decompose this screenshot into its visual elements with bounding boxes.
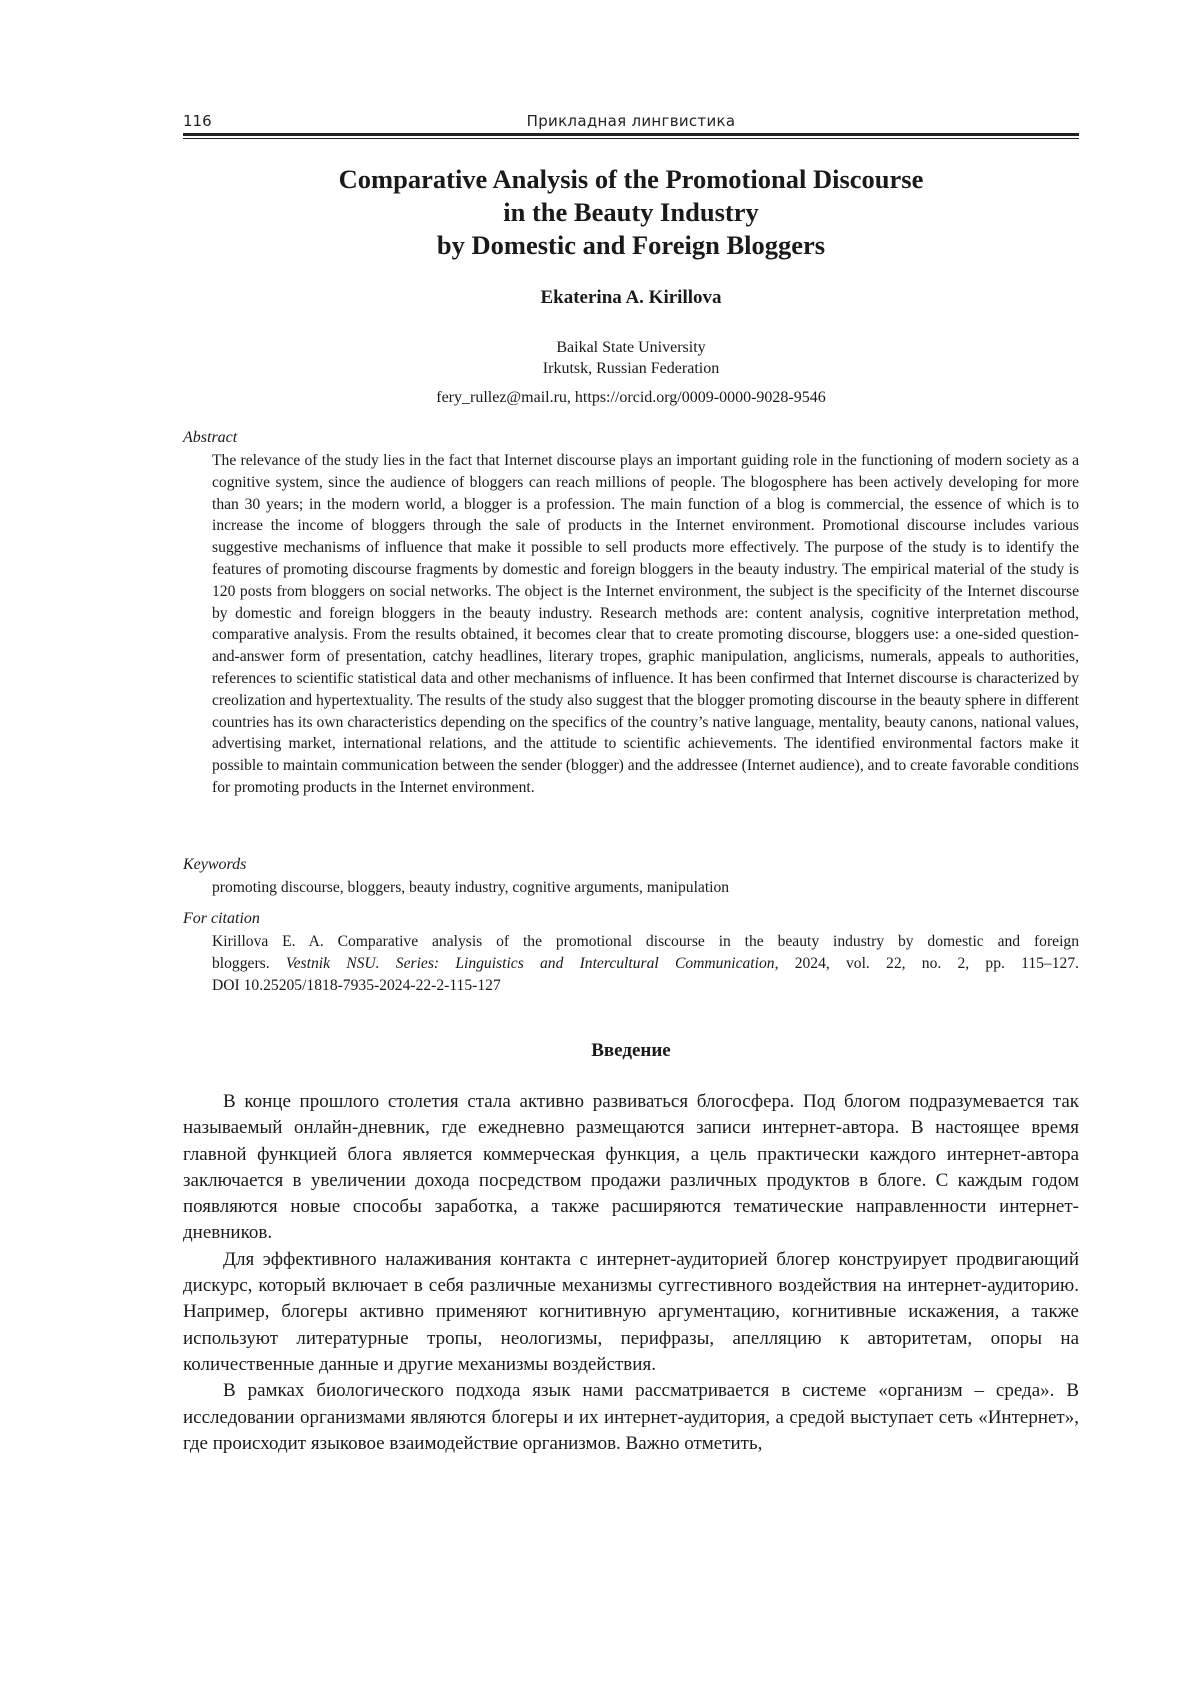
header-rule-thick (183, 133, 1079, 136)
abstract-label: Abstract (183, 429, 237, 447)
citation-text (212, 931, 1079, 996)
citation-doi: DOI 10.25205/1818-7935-2024-22-2-115-127 (212, 975, 1079, 997)
body-paragraph: В рамках биологического подхода язык нами рассматривается в системе «организм – сре­да». В исследовании организмами являются блогеры и их интернет-аудитория, а средой высту­пает сеть «Интернет», где происходит языковое взаимодействие организмов. Важно отметить, (183, 1378, 1079, 1457)
introduction-body (183, 1089, 1079, 1457)
introduction-heading: Введение (183, 1040, 1079, 1062)
author-name: Ekaterina A. Kirillova (183, 287, 1079, 309)
page-number: 116 (183, 112, 212, 130)
citation-prefix: bloggers. (212, 955, 286, 972)
affiliation (183, 337, 1079, 379)
journal-page (0, 0, 1200, 1697)
keywords-label: Keywords (183, 856, 246, 874)
body-paragraph: Для эффективного налаживания контакта с интернет-аудиторией блогер конструирует продвигающий дискурс, который включает в себя различные механизмы суггестивного воз­действия на интернет-аудиторию. Например, блогеры активно применяют когнитивную ар­гументацию, когнитивные искажения, а также используют литературные тропы, неологизмы, перифразы, апелляцию к авторитетам, опоры на количественные данные и другие механизмы воздействия. (183, 1247, 1079, 1378)
citation-line (212, 953, 1079, 975)
author-contacts: fery_rullez@mail.ru, https://orcid.org/0009-0000-9028-9546 (183, 389, 1079, 407)
body-paragraph: В конце прошлого столетия стала активно развиваться блогосфера. Под блогом подразуме­вается так называемый онлайн-дневник, где ежедневно размещаются записи интернет-автора. В настоящее время главной функцией блога является коммерческая функция, а цель практи­чески каждого интернет-автора заключается в увеличении дохода посредством продажи раз­личных продуктов в блоге. С каждым годом появляются новые способы заработка, а также расширяются тематические направленности интернет-дневников. (183, 1089, 1079, 1247)
affiliation-line: Irkutsk, Russian Federation (183, 358, 1079, 379)
title-line: Comparative Analysis of the Promotional Discourse (183, 163, 1079, 196)
citation-line: Kirillova E. A. Comparative analysis of the promotional discourse in the beauty industry by domestic and foreign (212, 931, 1079, 953)
article-title (183, 163, 1079, 262)
abstract-text: The relevance of the study lies in the fact that Internet discourse plays an important guiding role in the functioning of modern society as a cognitive system, since the audience of bloggers can reach millions of people. The blogosphere has been actively developing for more than 30 years; in the modern world, a blogger is a profession. The main function of a blog is commercial, the essence of which is to increase the income of bloggers through the sale of products in the Internet environment. Promotional discourse includes various suggestive mechanisms of influence that make it possible to sell products more effectively. The purpose of the study is to identify the features of promoting discourse fragments by domestic and foreign bloggers in the beauty industry. The empirical material of the study is 120 posts from bloggers on social networks. The object is the Internet environment, the subject is the specificity of the Internet discourse by domestic and foreign bloggers in the beauty industry. Research methods are: content analysis, cognitive interpretation method, comparative analysis. From the results obtained, it becomes clear that to create promoting discourse, bloggers use: a one-sided question-and-answer form of presentation, catchy headlines, literary tropes, graphic manipulation, an­glicisms, numerals, appeals to authorities, references to scientific statistical data and other mechanisms of influence. It has been confirmed that Internet discourse is characterized by creolization and hypertextuality. The results of the study also suggest that the blogger promoting discourse in the beauty sphere in different countries has its own characteristics depending on the specifics of the country’s native language, mentality, beauty canons, national values, advertising market, international relations, and the attitude to scientific achievements. The identified environmental factors make it possible to maintain communication between the sender (blogger) and the addressee (Internet audience), and to create favorable conditions for promoting products in the Internet environment. (212, 450, 1079, 799)
journal-section-title: Прикладная лингвистика (183, 112, 1079, 130)
citation-journal: Vestnik NSU. Series: Linguistics and Intercultural Communication (286, 955, 775, 972)
title-line: in the Beauty Industry (183, 196, 1079, 229)
keywords-text: promoting discourse, bloggers, beauty industry, cognitive arguments, manipulation (212, 877, 1079, 899)
citation-suffix: , 2024, vol. 22, no. 2, pp. 115–127. (775, 955, 1079, 972)
citation-label: For citation (183, 910, 260, 928)
header-rule-thin (183, 138, 1079, 139)
affiliation-line: Baikal State University (183, 337, 1079, 358)
title-line: by Domestic and Foreign Bloggers (183, 229, 1079, 262)
